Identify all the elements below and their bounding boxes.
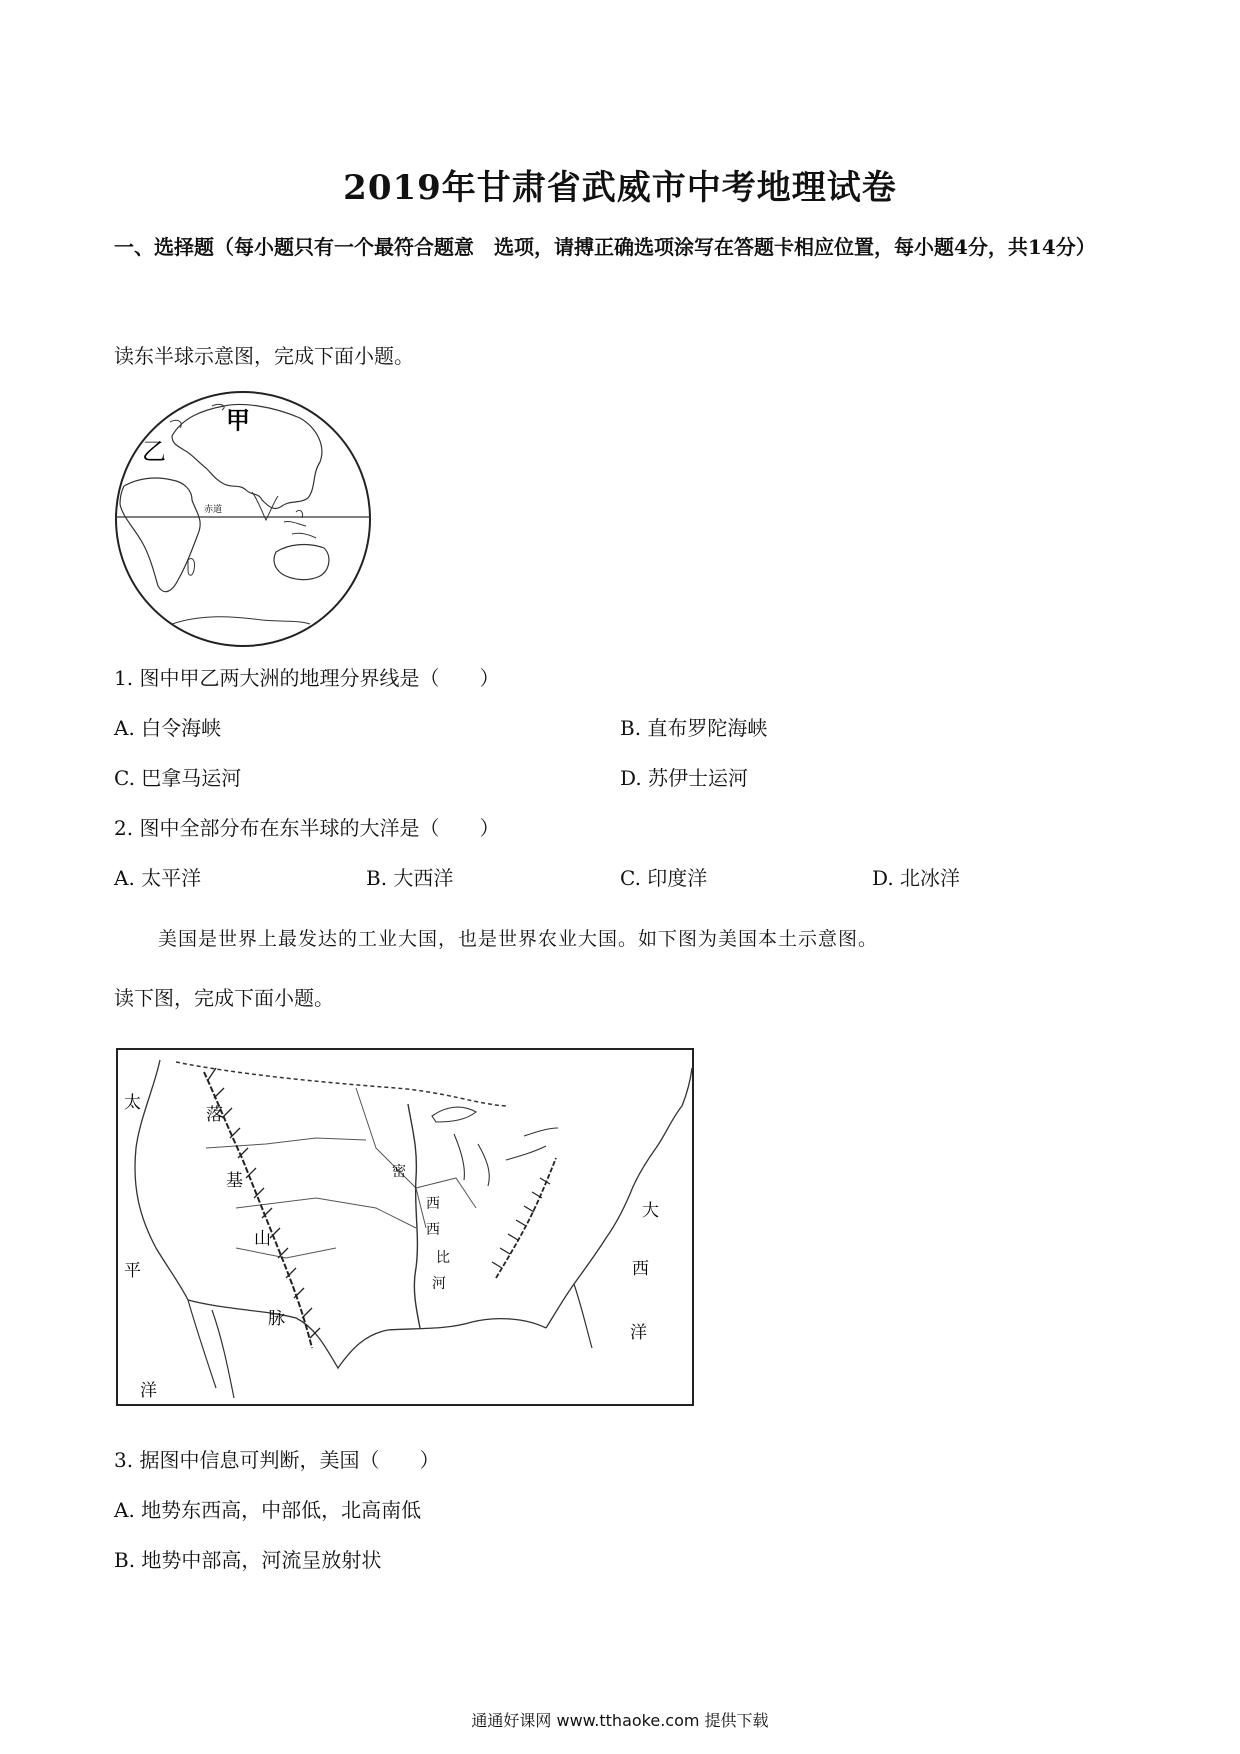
question-1-option-a: A. 白令海峡 (114, 716, 222, 740)
question-1-stem: 1. 图中甲乙两大洲的地理分界线是（ ） (114, 666, 500, 690)
question-1-option-c: C. 巴拿马运河 (114, 766, 242, 790)
question-3-option-b: B. 地势中部高，河流呈放射状 (114, 1548, 382, 1572)
label-atlantic-1: 大 (642, 1201, 659, 1221)
label-yi: 乙 (142, 437, 166, 466)
label-pacific-2: 平 (124, 1261, 141, 1281)
label-mississippi-2: 西 (426, 1196, 440, 1212)
question-1-option-d: D. 苏伊士运河 (620, 766, 749, 790)
label-mississippi-5: 河 (432, 1276, 446, 1292)
passage-usa-intro: 美国是世界上最发达的工业大国，也是世界农业大国。如下图为美国本土示意图。 (158, 928, 879, 950)
label-jia: 甲 (226, 405, 250, 435)
label-rocky-2: 基 (226, 1171, 243, 1191)
label-equator: 赤道 (204, 505, 223, 515)
passage-hemisphere: 读东半球示意图，完成下面小题。 (114, 344, 414, 368)
usa-map (116, 1048, 694, 1406)
label-pacific-1: 太 (124, 1093, 141, 1113)
question-1-option-b: B. 直布罗陀海峡 (620, 716, 768, 740)
label-rocky-4: 脉 (268, 1309, 285, 1329)
question-2-option-d: D. 北冰洋 (872, 866, 961, 890)
question-3-option-a: A. 地势东西高，中部低，北高南低 (114, 1498, 422, 1522)
label-atlantic-3: 洋 (630, 1323, 647, 1343)
question-3-stem: 3. 据图中信息可判断，美国（ ） (114, 1448, 440, 1472)
question-2-stem: 2. 图中全部分布在东半球的大洋是（ ） (114, 816, 500, 840)
passage-usa-read: 读下图，完成下面小题。 (114, 986, 334, 1010)
label-pacific-3: 洋 (140, 1381, 157, 1401)
label-mississippi-3: 西 (426, 1222, 440, 1238)
label-mississippi-4: 比 (436, 1250, 450, 1266)
question-2-option-b: B. 大西洋 (366, 866, 454, 890)
exam-title: 2019年甘肃省武威市中考地理试卷 (343, 168, 897, 208)
footer-source: 通通好课网 www.tthaoke.com 提供下载 (471, 1711, 769, 1730)
label-atlantic-2: 西 (632, 1259, 649, 1279)
label-rocky-1: 落 (206, 1105, 223, 1125)
eastern-hemisphere-map (112, 388, 374, 650)
question-2-option-c: C. 印度洋 (620, 866, 708, 890)
label-rocky-3: 山 (254, 1229, 271, 1249)
question-2-option-a: A. 太平洋 (114, 866, 202, 890)
section-heading: 一、选择题（每小题只有一个最符合题意 选项，请搏正确选项涂写在答题卡相应位置，每小题4分，共14分） (114, 235, 1096, 259)
label-mississippi-1: 密 (392, 1164, 406, 1180)
